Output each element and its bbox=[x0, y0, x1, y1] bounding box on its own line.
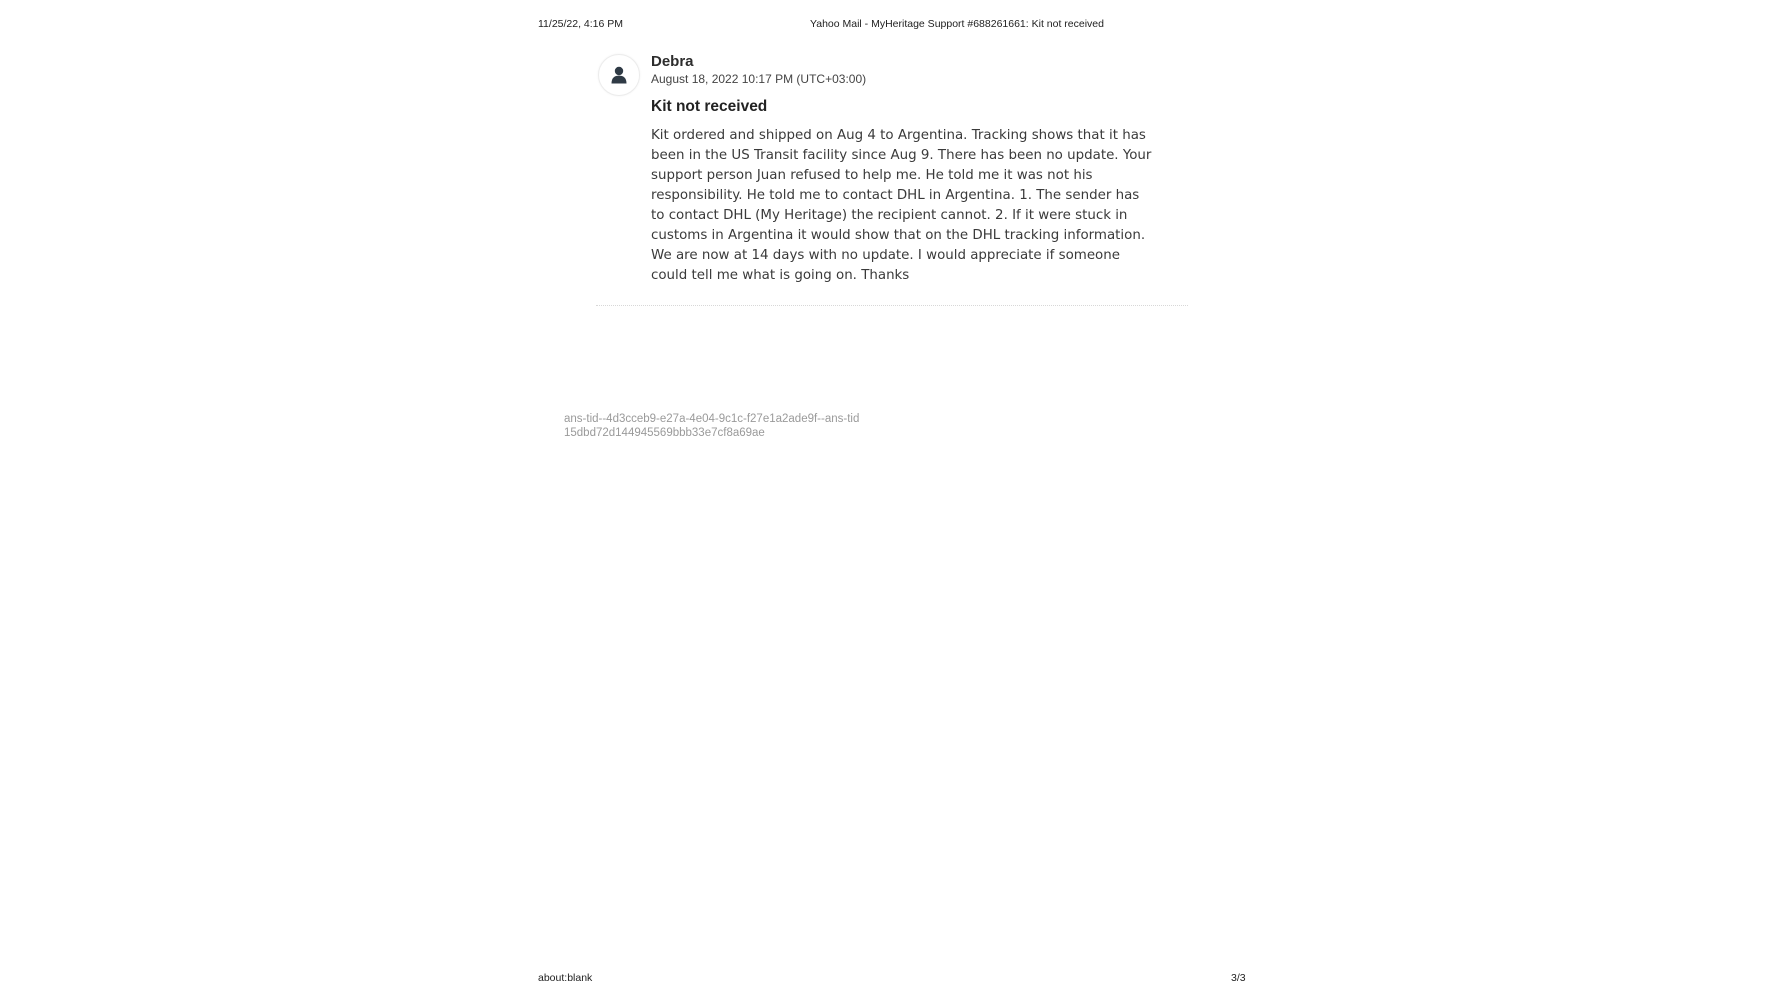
print-header-title: Yahoo Mail - MyHeritage Support #688261661: Kit not received bbox=[810, 18, 1104, 30]
tracking-id bbox=[564, 412, 859, 440]
tracking-id-line: 15dbd72d144945569bbb33e7cf8a69ae bbox=[564, 427, 765, 439]
user-icon bbox=[611, 66, 627, 84]
message-body-line: responsibility. He told me to contact DHL in Argentina. 1. The sender has bbox=[651, 188, 1140, 203]
message-body-line: Kit ordered and shipped on Aug 4 to Argentina. Tracking shows that it has bbox=[651, 128, 1146, 143]
avatar bbox=[598, 54, 640, 96]
message-body-line: support person Juan refused to help me. He told me it was not his bbox=[651, 168, 1093, 183]
print-footer-page-number: 3/3 bbox=[1231, 972, 1246, 984]
message-body-line: We are now at 14 days with no update. I would appreciate if someone bbox=[651, 248, 1120, 263]
tracking-id-line: ans-tid--4d3cceb9-e27a-4e04-9c1c-f27e1a2ade9f--ans-tid bbox=[564, 413, 860, 425]
message-date: August 18, 2022 10:17 PM (UTC+03:00) bbox=[651, 72, 867, 86]
print-footer-url: about:blank bbox=[538, 972, 593, 984]
message-divider bbox=[596, 305, 1188, 306]
message-body-line: been in the US Transit facility since Aug 9. There has been no update. Your bbox=[651, 148, 1152, 163]
message-body bbox=[651, 126, 1171, 286]
message-subject: Kit not received bbox=[651, 98, 768, 115]
message-author: Debra bbox=[651, 53, 694, 70]
print-header-datetime: 11/25/22, 4:16 PM bbox=[538, 18, 624, 30]
message-body-line: customs in Argentina it would show that on the DHL tracking information. bbox=[651, 228, 1146, 243]
message-body-line: to contact DHL (My Heritage) the recipient cannot. 2. If it were stuck in bbox=[651, 208, 1128, 223]
message-body-line: could tell me what is going on. Thanks bbox=[651, 268, 910, 283]
